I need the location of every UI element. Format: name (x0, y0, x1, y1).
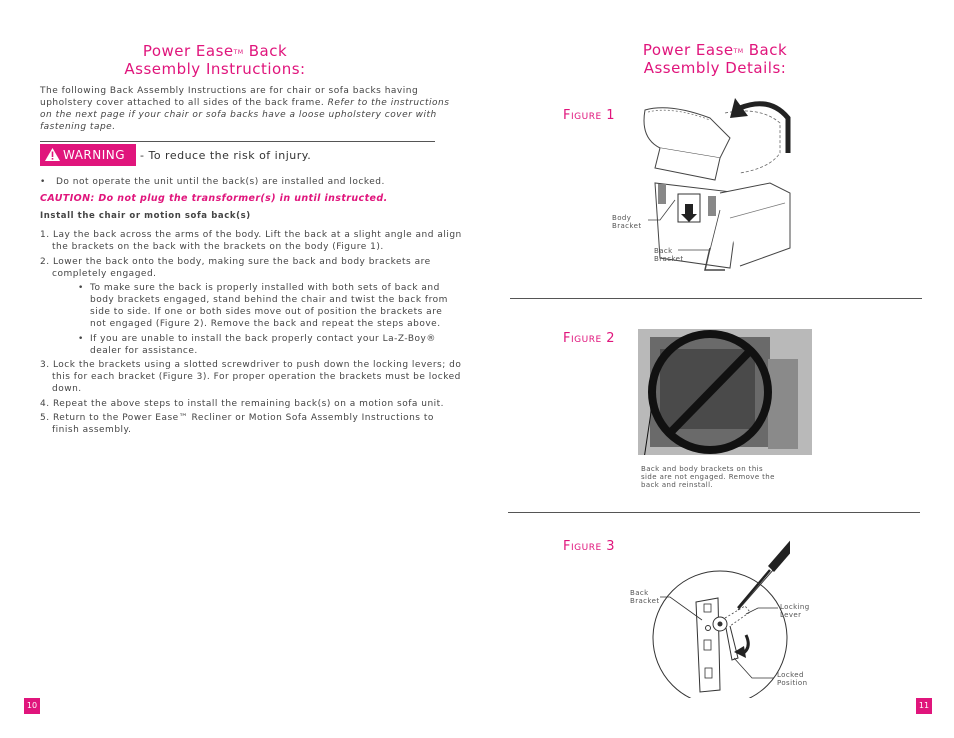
figure-2-label: Figure 2 (563, 331, 616, 346)
figure-2-caption: Back and body brackets on this side are not engaged. Remove the back and reinstall. (641, 465, 775, 489)
title-part: Back (743, 41, 788, 59)
intro-plain: The following Back Assembly Instructions are for chair or sofa backs having upholstery cover attached to all sides of the back frame. (40, 86, 419, 108)
left-page-title (90, 42, 340, 78)
page-number-right: 11 (916, 698, 932, 714)
warning-icon (45, 148, 60, 161)
sub-bullet-2: • If you are unable to install the back properly contact your La-Z-Boy® dealer for assistance. (78, 333, 438, 357)
figure-3-back-bracket-label: Back Bracket (630, 589, 660, 605)
figure-1-body-bracket-label: Body Bracket (612, 214, 642, 230)
trademark: TM (733, 48, 744, 55)
step-5: 5. Return to the Power Ease™ Recliner or Motion Sofa Assembly Instructions to finish assembly. (40, 413, 434, 435)
title-part: Power Ease (142, 42, 234, 60)
divider (40, 141, 435, 142)
figure-1-label: Figure 1 (563, 108, 616, 123)
intro-paragraph (40, 85, 455, 133)
title-line2: Assembly Details: (643, 59, 787, 77)
figure-3-locked-position-label: Locked Position (777, 671, 808, 687)
figure-2-photo (638, 329, 812, 455)
divider (510, 298, 922, 299)
figure-3-locking-lever-label: Locking Lever (780, 603, 810, 619)
sub-bullet-text: To make sure the back is properly installed with both sets of back and body brackets engaged, stand behind the chair and twist the back from side to side. If one or both sides move out of position the brackets are not engaged (Figure 2). Remove the back and repeat the steps above. (90, 283, 448, 329)
warning-text: - To reduce the risk of injury. (140, 149, 312, 162)
caution-text: CAUTION: Do not plug the transformer(s) in until instructed. (40, 193, 388, 204)
title-part: Power Ease (642, 41, 734, 59)
figure-1-back-bracket-label: Back Bracket (654, 247, 684, 263)
right-page-title (590, 41, 840, 77)
step-3: 3. Lock the brackets using a slotted screwdriver to push down the locking levers; do this for each bracket (Figure 3). For proper operation the brackets must be locked down. (40, 360, 462, 394)
step-4: 4. Repeat the above steps to install the remaining back(s) on a motion sofa unit. (40, 399, 445, 409)
title-line2: Assembly Instructions: (124, 60, 306, 78)
bullet-item: • Do not operate the unit until the back(s) are installed and locked. (40, 177, 385, 187)
title-part: Back (243, 42, 288, 60)
step-2: 2. Lower the back onto the body, making sure the back and body brackets are completely engaged. (40, 257, 431, 279)
figure-3-illustration (650, 540, 790, 698)
warning-label: WARNING (63, 148, 126, 162)
sub-bullet-1: • To make sure the back is properly installed with both sets of back and body brackets engaged, stand behind the chair and twist the back from side to side. If one or both sides move out of position the brackets are not engaged (Figure 2). Remove the back and repeat the steps above. (78, 282, 458, 330)
figure-3-label: Figure 3 (563, 539, 616, 554)
page-number-left: 10 (24, 698, 40, 714)
sub-bullet-text: If you are unable to install the back properly contact your La-Z-Boy® dealer for assistance. (90, 334, 436, 356)
step-1: 1. Lay the back across the arms of the body. Lift the back at a slight angle and align the brackets on the back with the brackets on the body (Figure 1). (40, 230, 462, 252)
install-heading: Install the chair or motion sofa back(s) (40, 211, 251, 221)
divider (508, 512, 920, 513)
trademark: TM (233, 49, 244, 56)
warning-badge (40, 144, 136, 166)
bullet-text: Do not operate the unit until the back(s) are installed and locked. (56, 177, 385, 187)
intro-italic: Refer to the instructions on the next page if your chair or sofa backs have a loose upholstery cover with fastening tape. (40, 98, 450, 132)
